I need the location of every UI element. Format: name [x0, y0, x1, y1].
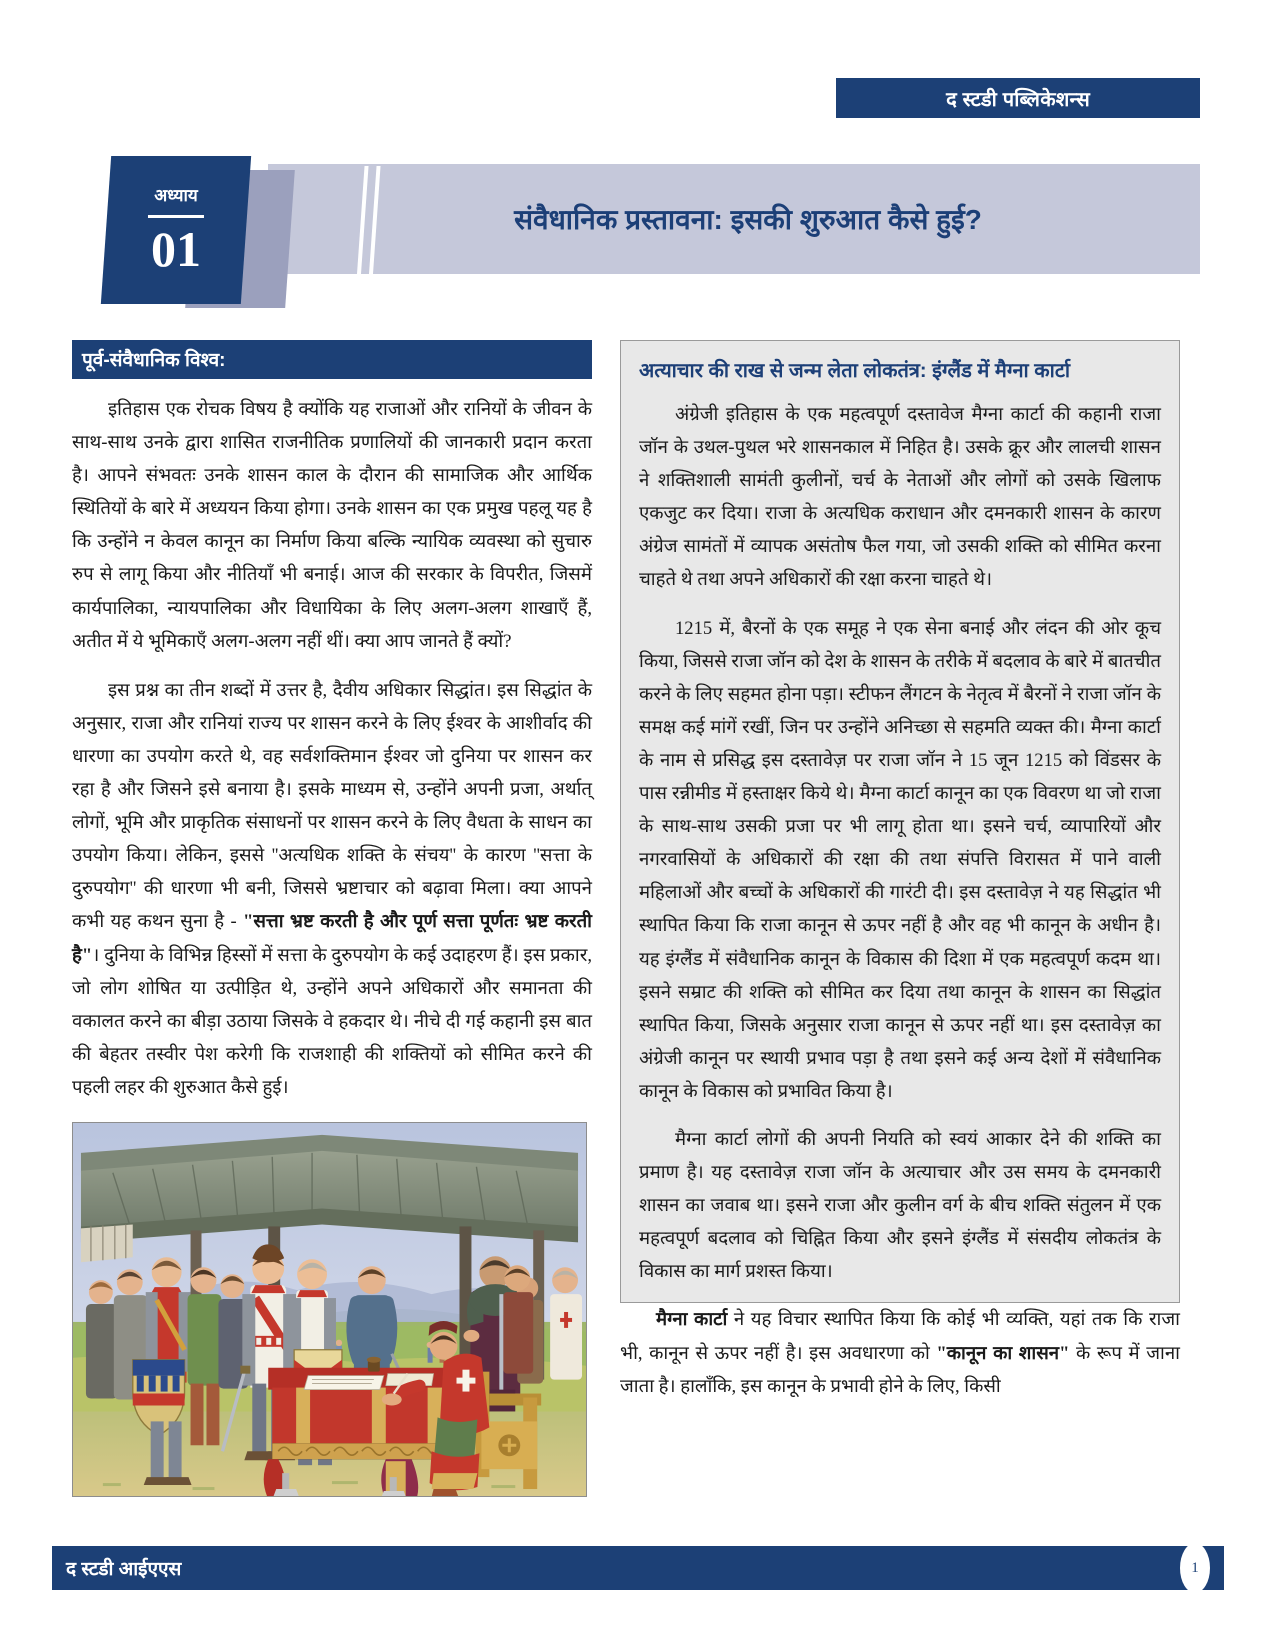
callout-heading: अत्याचार की राख से जन्म लेता लोकतंत्र: इंग्लैंड में मैग्ना कार्टा — [639, 360, 1071, 382]
right-paragraph-2: 1215 में, बैरनों के एक समूह ने एक सेना बनाई और लंदन की ओर कूच किया, जिससे राजा जॉन को देश के शासन के तरीके में बदलाव के बारे में बातचीत करने के लिए सहमत होना पड़ा। स्टीफन लैंगटन के नेतृत्व में बैरनों ने राजा जॉन के समक्ष कई मांगें रखीं, जिन पर उन्होंने अनिच्छा से सहमति व्यक्त की। मैग्ना कार्टा के नाम से प्रसिद्ध इस दस्तावेज़ पर राजा जॉन ने 15 जून 1215 को विंडसर के पास रन्नीमीड में हस्ताक्षर किये थे। मैग्ना कार्टा कानून का एक विवरण था जो राजा के साथ-साथ उसकी प्रजा पर भी लागू होता था। इसने चर्च, व्यापारियों और नगरवासियों के अधिकारों की रक्षा की तथा संपत्ति विरासत में पाने वाली महिलाओं और बच्चों के अधिकारों की गारंटी दी। इस दस्तावेज़ ने यह सिद्धांत भी स्थापित किया कि राजा कानून से ऊपर नहीं है और वह भी कानून के अधीन है। यह इंग्लैंड में संवैधानिक कानून के विकास की दिशा में एक महत्वपूर्ण कदम था। इसने सम्राट की शक्ति को सीमित कर दिया तथा कानून के शासन का सिद्धांत स्थापित किया, जिसके अनुसार राजा कानून से ऊपर नहीं था। इस दस्तावेज़ का अंग्रेजी कानून पर स्थायी प्रभाव पड़ा है तथा इसने कई अन्य देशों में संवैधानिक कानून के विकास को प्रभावित किया है। — [639, 617, 1161, 1102]
publisher-bar — [836, 78, 1200, 118]
chapter-number-tab — [101, 156, 251, 304]
left-paragraph-2 — [72, 674, 592, 1104]
right-paragraph-4-part-a: ने यह विचार स्थापित किया कि कोई भी व्यक्ति, यहां तक कि राजा भी, कानून से ऊपर नहीं है। इस अवधारणा को — [620, 1309, 1180, 1364]
left-paragraph-1: इतिहास एक रोचक विषय है क्योंकि यह राजाओं और रानियों के जीवन के साथ-साथ उनके द्वारा शासित राजनीतिक प्रणालियों की जानकारी प्रदान करता है। आपने संभवतः उनके शासन काल के दौरान की सामाजिक और आर्थिक स्थितियों के बारे में अध्ययन किया होगा। उनके शासन का एक प्रमुख पहलू यह है कि उन्होंने न केवल कानून का निर्माण किया बल्कि न्यायिक व्यवस्था को सुचारु रुप से लागू किया और नीतियाँ भी बनाई। आज की सरकार के विपरीत, जिसमें कार्यपालिका, न्यायपालिका और विधायिका के लिए अलग-अलग शाखाएँ हैं, अतीत में ये भूमिकाएँ अलग-अलग नहीं थीं। क्या आप जानते हैं क्यों? — [72, 399, 592, 652]
magna-carta-illustration — [72, 1122, 587, 1497]
right-paragraph-4 — [620, 1303, 1180, 1402]
section-heading-pre-constitutional: पूर्व-संवैधानिक विश्व: — [72, 340, 592, 379]
magna-carta-callout-box — [620, 340, 1180, 1303]
chapter-number: 01 — [151, 220, 201, 277]
right-paragraph-4-part-b: के रूप में जाना जाता है। हालाँकि, इस कानून के प्रभावी होने के लिए, किसी — [620, 1342, 1180, 1397]
left-paragraph-2-quote: "सत्ता भ्रष्ट करती है और पूर्ण सत्ता पूर्णतः भ्रष्ट करती है" — [72, 911, 592, 966]
left-column — [72, 340, 592, 1497]
left-paragraph-2-part-b: । दुनिया के विभिन्न हिस्सों में सत्ता के दुरुपयोग के कई उदाहरण हैं। इस प्रकार, जो लोग शोषित या उत्पीड़ित थे, उन्होंने अपने अधिकारों और समानता की वकालत करने का बीड़ा उठाया जिसके वे हकदार थे। नीचे दी गई कहानी इस बात की बेहतर तस्वीर पेश करेगी कि राजशाही की शक्तियों को सीमित करने की पहली लहर की शुरुआत कैसे हुई। — [72, 944, 592, 1098]
right-paragraph-4-quote: "कानून का शासन" — [936, 1342, 1070, 1364]
page-number-badge: 1 — [1180, 1543, 1210, 1593]
right-column — [620, 340, 1180, 1419]
publisher-name: द स्टडी पब्लिकेशन्स — [946, 88, 1090, 111]
page-body — [0, 340, 1275, 1470]
footer-brand: द स्टडी आईएएस — [66, 1559, 182, 1580]
right-paragraph-1: अंग्रेजी इतिहास के एक महत्वपूर्ण दस्तावेज मैग्ना कार्टा की कहानी राजा जॉन के उथल-पुथल भरे शासनकाल में निहित है। उसके क्रूर और लालची शासन ने शक्तिशाली सामंती कुलीनों, चर्च के नेताओं और लोगों को उसके खिलाफ एकजुट कर दिया। राजा के अत्यधिक कराधान और दमनकारी शासन के कारण अंग्रेज सामंतों में व्यापक असंतोष फैल गया, जो उसकी शक्ति को सीमित करना चाहते थे तथा अपने अधिकारों की रक्षा करना चाहते थे। — [639, 404, 1161, 591]
right-paragraph-3: मैग्ना कार्टा लोगों की अपनी नियति को स्वयं आकार देने की शक्ति का प्रमाण है। यह दस्तावेज़ राजा जॉन के अत्याचार और उस समय के दमनकारी शासन का जवाब था। इसने राजा और कुलीन वर्ग के बीच शक्ति संतुलन में एक महत्वपूर्ण बदलाव को चिह्नित किया और इसने इंग्लैंड में संसदीय लोकतंत्र के विकास का मार्ग प्रशस्त किया। — [639, 1128, 1161, 1283]
chapter-title: संवैधानिक प्रस्तावना: इसकी शुरुआत कैसे हुई? — [514, 204, 982, 235]
chapter-banner — [78, 152, 1200, 297]
chapter-label: अध्याय — [154, 185, 198, 205]
chapter-divider — [148, 214, 204, 217]
right-paragraph-4-lead: मैग्ना कार्टा — [656, 1309, 728, 1331]
footer-bar — [52, 1546, 1224, 1590]
magna-carta-illustration-svg — [73, 1123, 586, 1496]
left-paragraph-2-part-a: इस प्रश्न का तीन शब्दों में उत्तर है, दैवीय अधिकार सिद्धांत। इस सिद्धांत के अनुसार, राजा और रानियां राज्य पर शासन करने के लिए ईश्वर के आशीर्वाद की धारणा का उपयोग करते थे, वह सर्वशक्तिमान ईश्वर जो दुनिया पर शासन कर रहा है और जिसने इसे बनाया है। इसके माध्यम से, उन्होंने अपनी प्रजा, अर्थात् लोगों, भूमि और प्राकृतिक संसाधनों पर शासन करने के लिए वैधता के साधन का उपयोग किया। लेकिन, इससे ''अत्यधिक शक्ति के संचय'' के कारण ''सत्ता के दुरुपयोग'' की धारणा भी बनी, जिससे भ्रष्टाचार को बढ़ावा मिला। क्या आपने कभी यह कथन सुना है - — [72, 679, 592, 933]
